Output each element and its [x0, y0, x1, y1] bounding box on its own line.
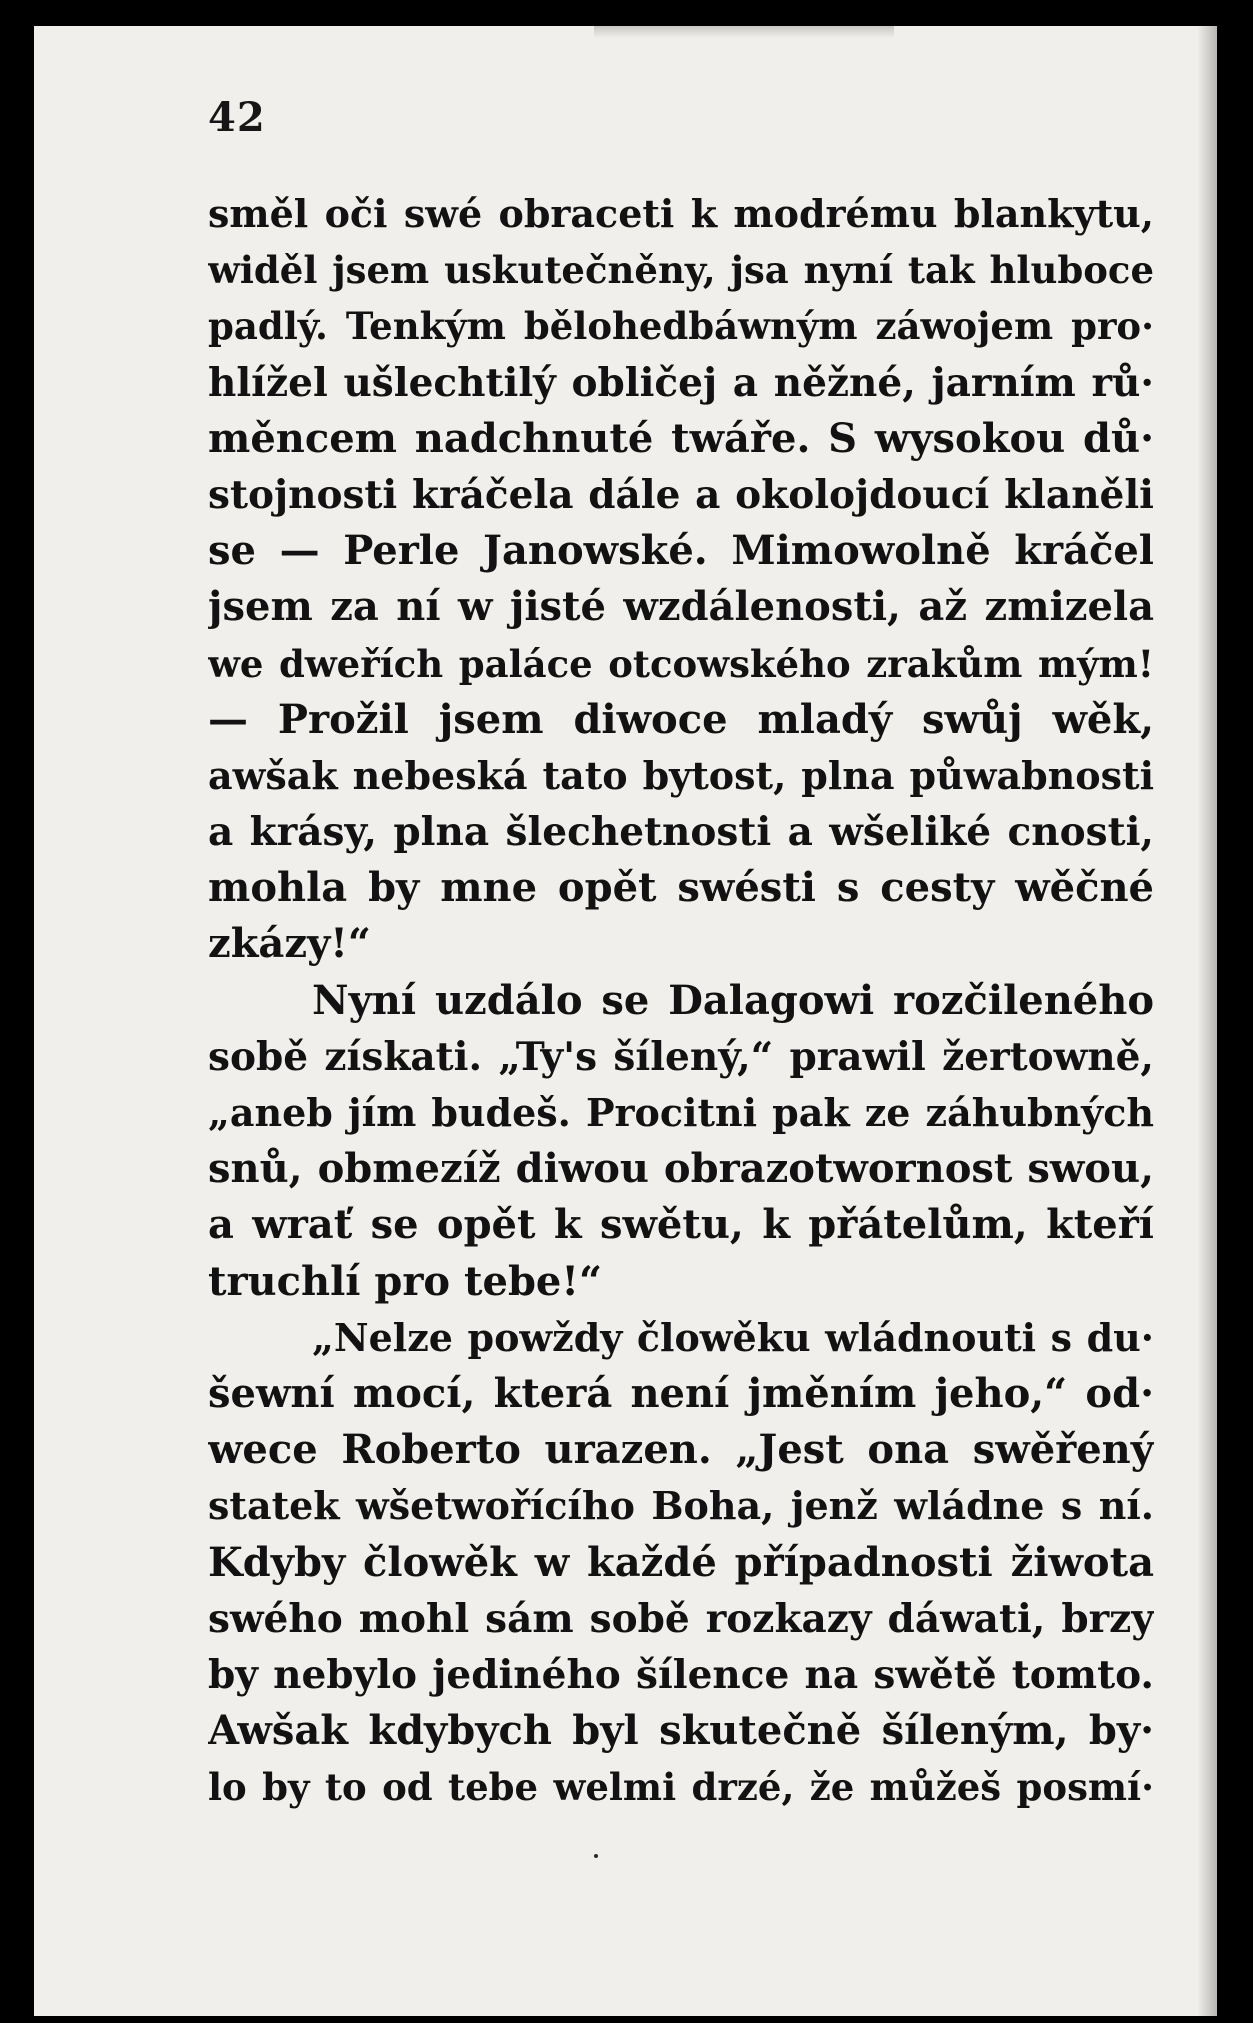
text-line: swého mohl sám sobě rozkazy dáwati, brzy: [208, 1595, 1154, 1642]
text-line: zkázy!“: [208, 920, 371, 968]
text-line: šewní mocí, která není jměním jeho,“ od·: [208, 1369, 1154, 1417]
text-line: statek wšetwořícího Boha, jenž wládne s ní.: [208, 1483, 1154, 1529]
text-line: se — Perle Janowské. Mimowolně kráčel: [208, 527, 1154, 575]
text-line: we dweřích paláce otcowského zrakům mým!: [208, 641, 1154, 686]
text-line: widěl jsem uskutečněny, jsa nyní tak hluboce: [208, 248, 1154, 293]
text-line: stojnosti kráčela dále a okolojdoucí klaněli: [208, 471, 1154, 518]
text-line: by nebylo jediného šílence na swětě tomto.: [208, 1651, 1154, 1698]
text-line: hlížel ušlechtilý obličej a něžné, jarním rů·: [208, 359, 1154, 406]
body-text: [208, 186, 1154, 1815]
page-top-smudge: [594, 26, 894, 38]
text-line: sobě získati. „Ty's šílený,“ prawil žertowně,: [208, 1033, 1154, 1080]
text-line: Nyní uzdálo se Dalagowi rozčileného: [312, 976, 1154, 1024]
text-line: jsem za ní w jisté wzdálenosti, až zmizela: [208, 583, 1154, 631]
text-line: wece Roberto urazen. „Jest ona swěřený: [208, 1426, 1154, 1474]
text-line: awšak nebeská tato bytost, plna půwabnosti: [208, 752, 1154, 798]
text-line: Kdyby člowěk w každé případnosti žiwota: [208, 1538, 1154, 1586]
text-line: měncem nadchnuté twáře. S wysokou dů·: [208, 414, 1154, 462]
text-line: a wrať se opět k swětu, k přátelům, kteří: [208, 1201, 1154, 1249]
text-line: „aneb jím budeš. Procitni pak ze záhubných: [208, 1090, 1154, 1135]
text-line: mohla by mne opět swésti s cesty wěčné: [208, 864, 1154, 912]
text-line: snů, obmezíž diwou obrazotwornost swou,: [208, 1145, 1154, 1193]
text-line: padlý. Tenkým bělohedbáwným záwojem pro·: [208, 304, 1154, 349]
page-number: 42: [208, 94, 266, 141]
print-speck: [594, 1854, 598, 1858]
text-line: „Nelze powždy člowěku wládnouti s du·: [312, 1314, 1154, 1360]
text-line: Awšak kdybych byl skutečně šíleným, by·: [208, 1707, 1154, 1755]
text-line: truchlí pro tebe!“: [208, 1257, 602, 1305]
text-line: — Prožil jsem diwoce mladý swůj wěk,: [208, 695, 1154, 743]
text-line: a krásy, plna šlechetnosti a wšeliké cnosti,: [208, 809, 1154, 856]
page-right-edge-shadow: [1197, 26, 1217, 2016]
text-line: směl oči swé obraceti k modrému blankytu,: [208, 191, 1154, 236]
text-line: lo by to od tebe welmi drzé, že můžeš posmí·: [208, 1765, 1154, 1810]
book-page: [34, 26, 1217, 2016]
